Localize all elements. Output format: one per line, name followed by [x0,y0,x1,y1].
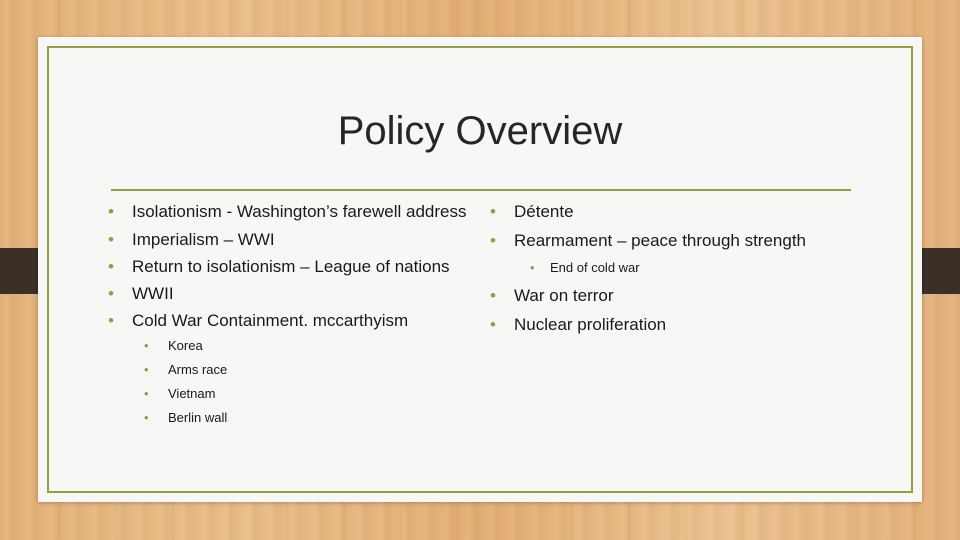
bullet-cold-war: • Cold War Containment. mccarthyism [108,312,468,329]
sub-bullet-end-of-cold-war: • End of cold war [490,261,870,275]
bullet-isolationism: • Isolationism - Washington’s farewell address [108,203,468,220]
bullet-return-isolationism: • Return to isolationism – League of nations [108,258,468,275]
left-bullet-list [108,203,468,435]
bullet-detente: • Détente [490,203,870,220]
slide-title: Policy Overview [337,109,623,153]
bullet-wwii: • WWII [108,285,468,302]
bullet-nuclear-proliferation: • Nuclear proliferation [490,316,870,333]
right-bullet-list [490,203,870,345]
sub-bullet-arms-race: • Arms race [108,363,468,377]
sub-bullet-vietnam: • Vietnam [108,387,468,401]
bullet-rearmament: • Rearmament – peace through strength [490,232,870,249]
bullet-imperialism: • Imperialism – WWI [108,231,468,248]
sub-bullet-korea: • Korea [108,339,468,353]
sub-bullet-berlin-wall: • Berlin wall [108,411,468,425]
slide-panel [38,37,922,502]
bullet-war-on-terror: • War on terror [490,287,870,304]
title-divider [111,189,851,191]
